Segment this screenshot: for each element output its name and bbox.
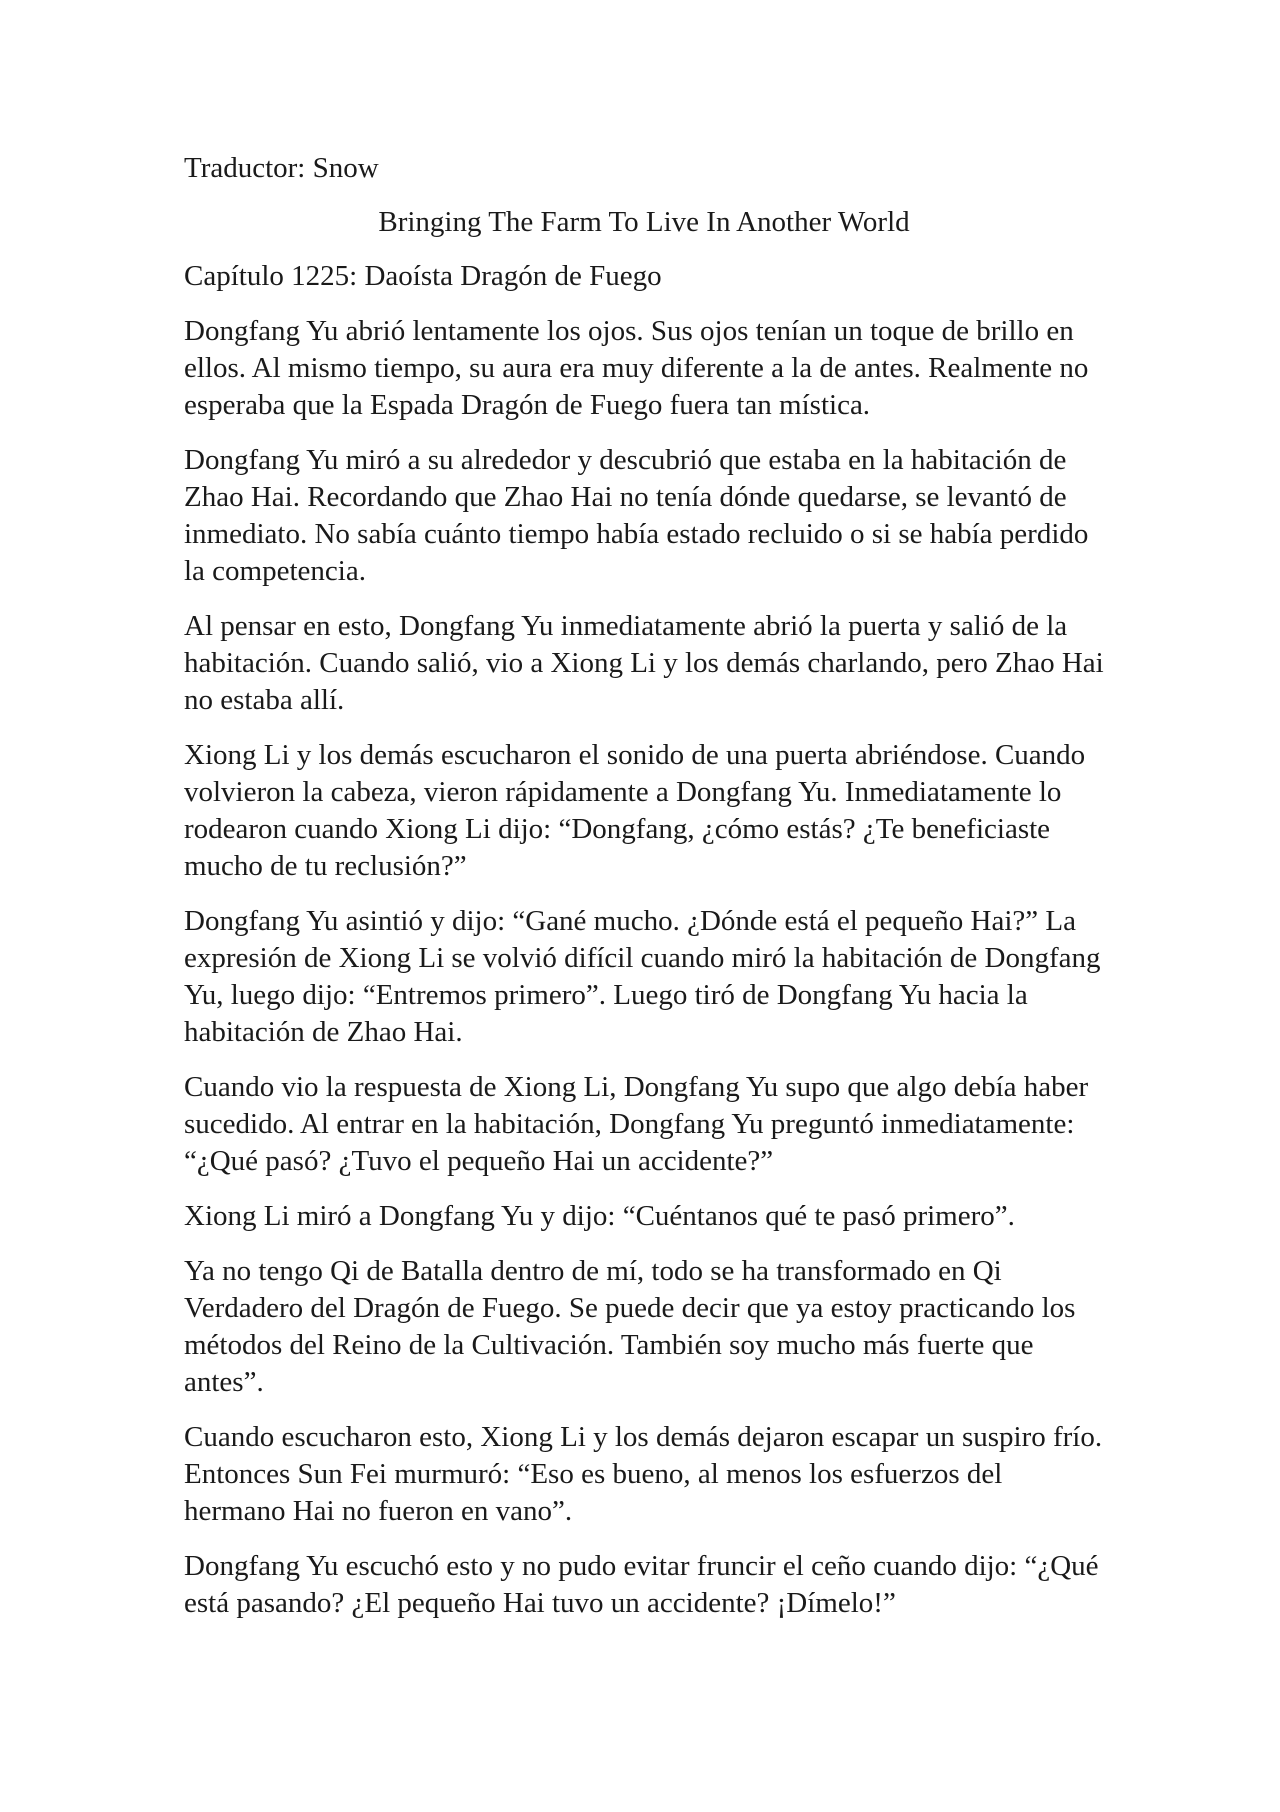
paragraph-6: Cuando vio la respuesta de Xiong Li, Dongfang Yu supo que algo debía haber sucedido. Al entrar en la habitación, Dongfang Yu preguntó inmediatamente: “¿Qué pasó? ¿Tuvo el pequeño Hai un accidente?”	[184, 1071, 1089, 1177]
paragraph-8: Ya no tengo Qi de Batalla dentro de mí, todo se ha transformado en Qi Verdadero del Dragón de Fuego. Se puede decir que ya estoy practicando los métodos del Reino de la Cultivación. También soy mucho más fuerte que antes”.	[184, 1255, 1076, 1398]
paragraph-9: Cuando escucharon esto, Xiong Li y los demás dejaron escapar un suspiro frío. Entonces Sun Fei murmuró: “Eso es bueno, al menos los esfuerzos del hermano Hai no fueron en vano”.	[184, 1421, 1103, 1527]
paragraph-10: Dongfang Yu escuchó esto y no pudo evitar fruncir el ceño cuando dijo: “¿Qué está pasando? ¿El pequeño Hai tuvo un accidente? ¡Dímelo!”	[184, 1550, 1099, 1619]
paragraph-2: Dongfang Yu miró a su alrededor y descubrió que estaba en la habitación de Zhao Hai. Recordando que Zhao Hai no tenía dónde quedarse, se levantó de inmediato. No sabía cuánto tiempo había estado recluido o si se había perdido la competencia.	[184, 444, 1089, 587]
paragraph-1: Dongfang Yu abrió lentamente los ojos. Sus ojos tenían un toque de brillo en ellos. Al mismo tiempo, su aura era muy diferente a la de antes. Realmente no esperaba que la Espada Dragón de Fuego fuera tan mística.	[184, 315, 1089, 421]
paragraph-3: Al pensar en esto, Dongfang Yu inmediatamente abrió la puerta y salió de la habitación. Cuando salió, vio a Xiong Li y los demás charlando, pero Zhao Hai no estaba allí.	[184, 610, 1104, 716]
chapter-title: Capítulo 1225: Daoísta Dragón de Fuego	[184, 260, 662, 292]
paragraph-5: Dongfang Yu asintió y dijo: “Gané mucho. ¿Dónde está el pequeño Hai?” La expresión de Xiong Li se volvió difícil cuando miró la habitación de Dongfang Yu, luego dijo: “Entremos primero”. Luego tiró de Dongfang Yu hacia la habitación de Zhao Hai.	[184, 905, 1101, 1048]
document-body	[184, 150, 1104, 1640]
translator-credit: Traductor: Snow	[184, 152, 379, 184]
book-title: Bringing The Farm To Live In Another World	[378, 206, 910, 238]
paragraph-7: Xiong Li miró a Dongfang Yu y dijo: “Cuéntanos qué te pasó primero”.	[184, 1200, 1015, 1232]
paragraph-4: Xiong Li y los demás escucharon el sonido de una puerta abriéndose. Cuando volvieron la cabeza, vieron rápidamente a Dongfang Yu. Inmediatamente lo rodearon cuando Xiong Li dijo: “Dongfang, ¿cómo estás? ¿Te beneficiaste mucho de tu reclusión?”	[184, 739, 1086, 882]
